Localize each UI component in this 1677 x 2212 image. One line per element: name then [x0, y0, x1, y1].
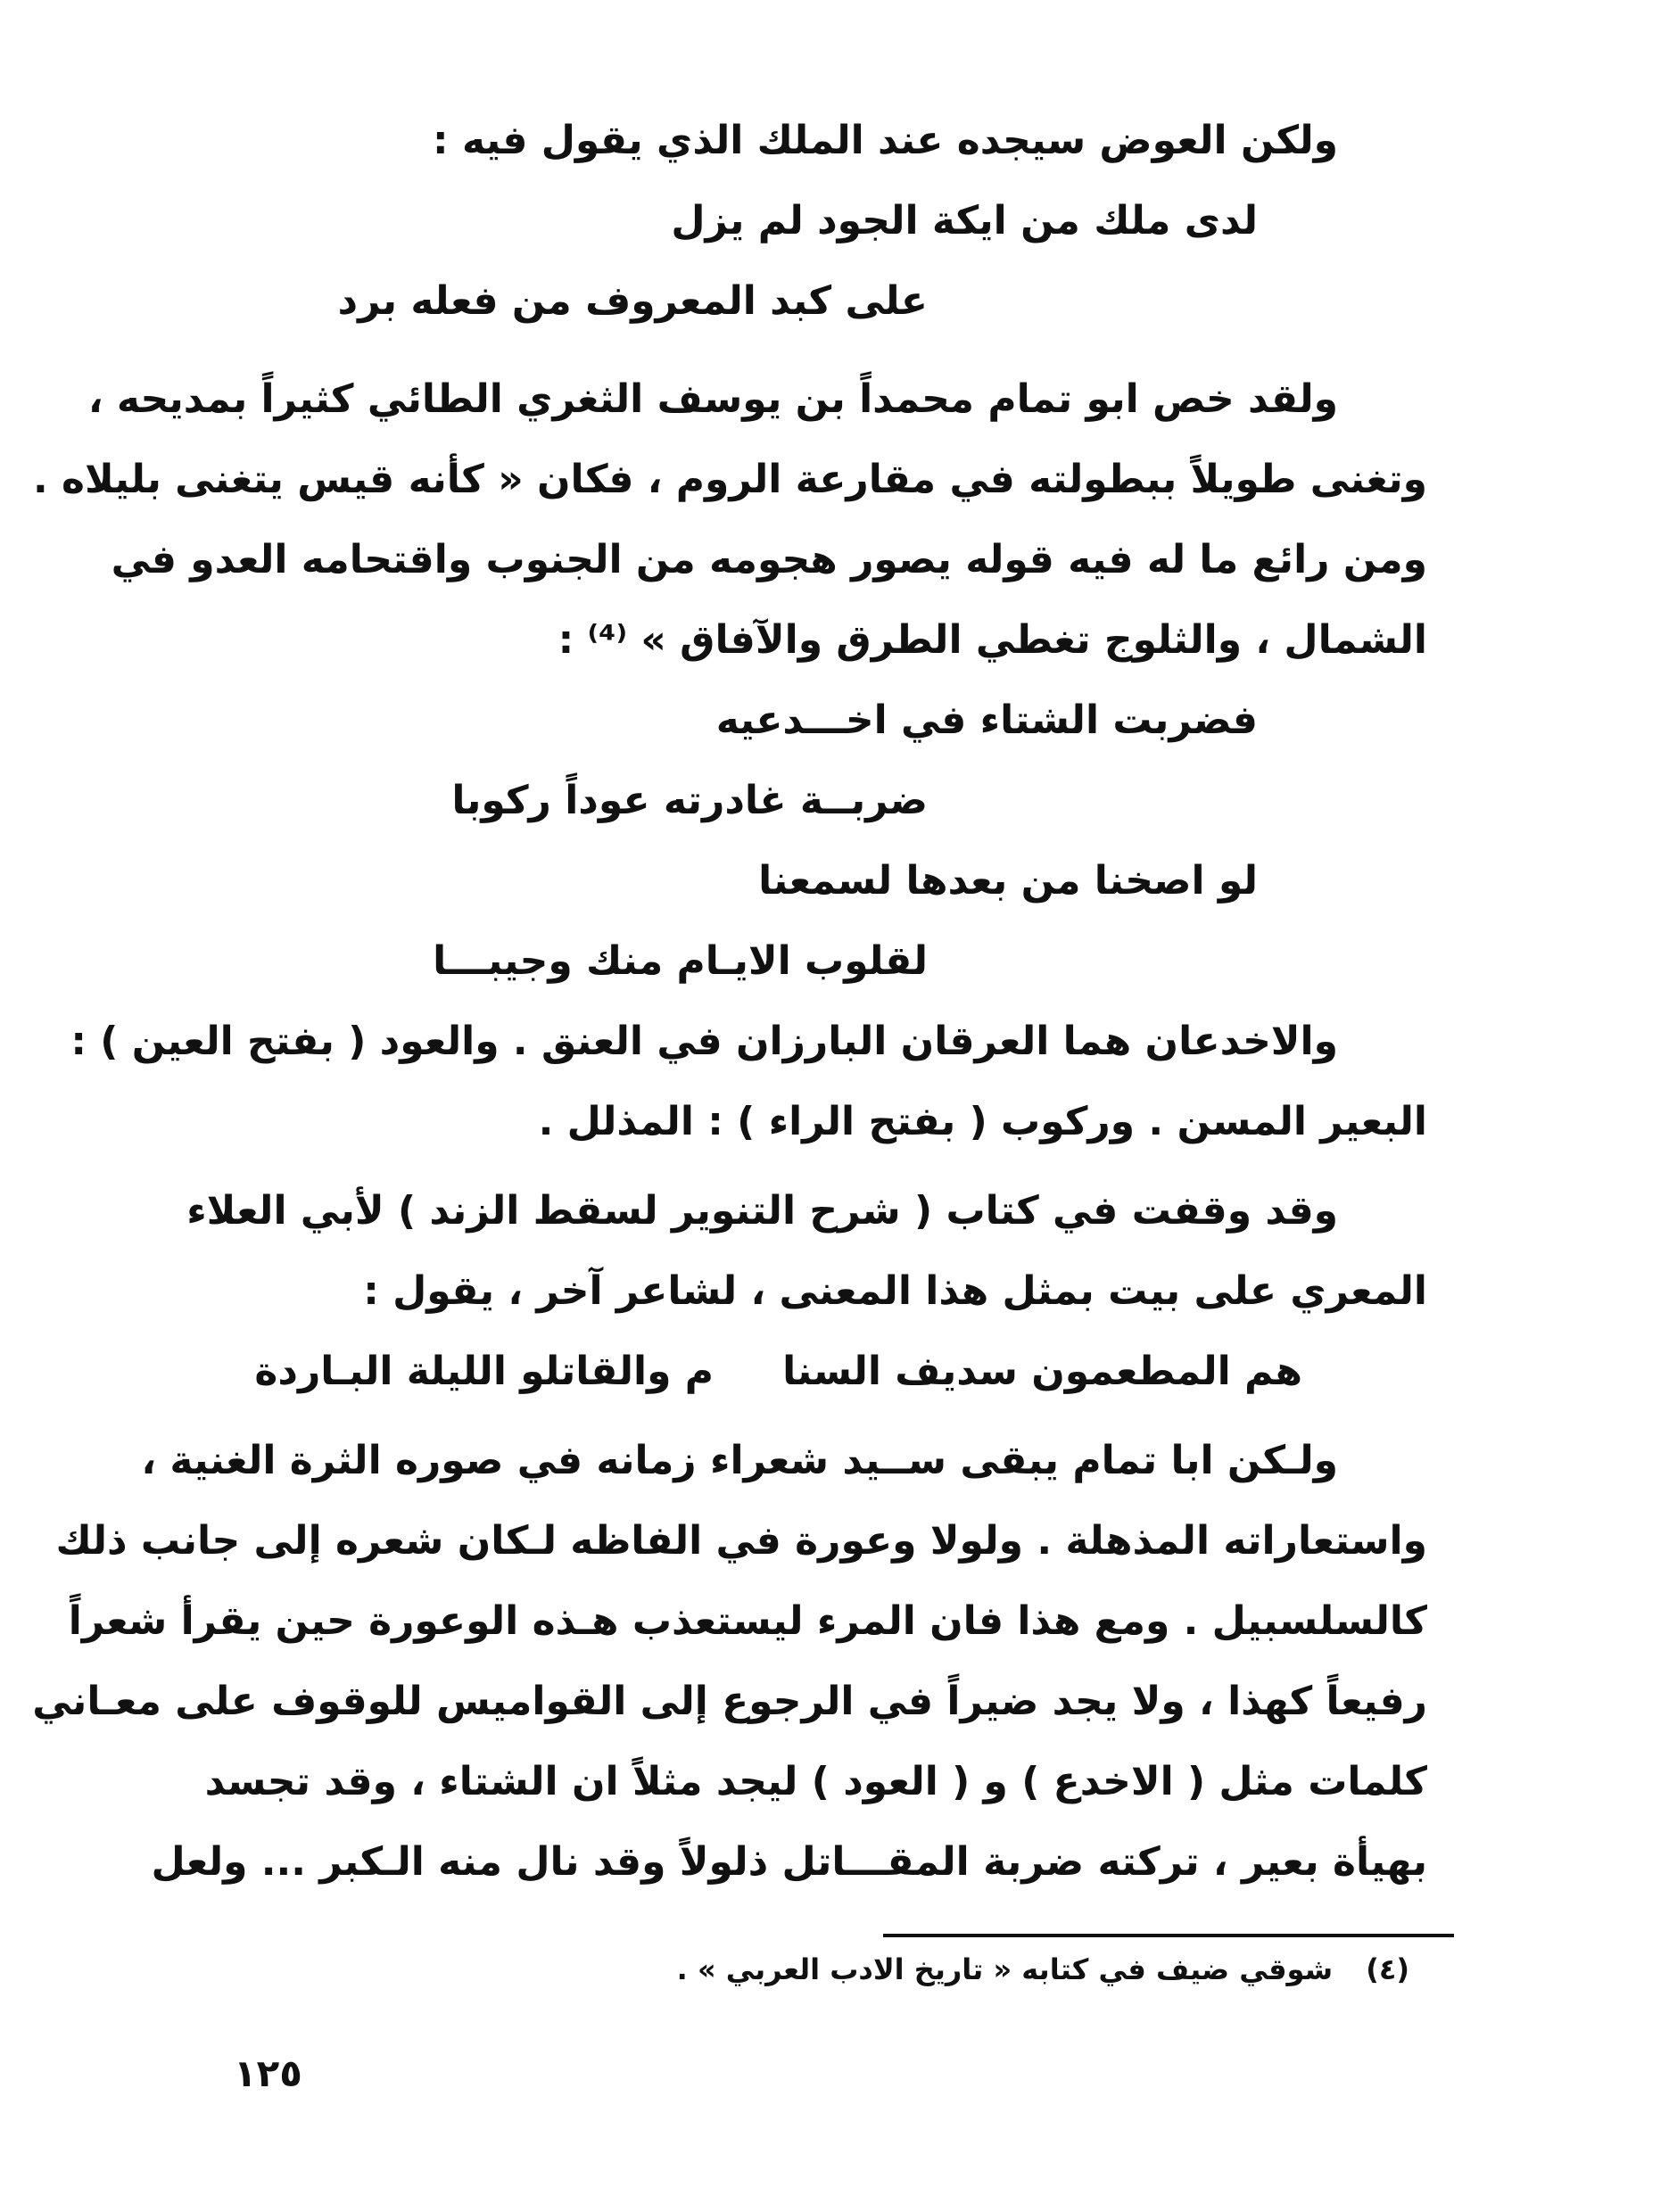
verse-line: فضربت الشتاء في اخـــدعيه: [715, 697, 1258, 743]
verse-line: على كبد المعروف من فعله برد: [337, 278, 928, 324]
verse-line: لقلوب الايـام منك وجيبـــا: [433, 938, 928, 984]
text-line: وتغنى طويلاً ببطولته في مقارعة الروم ، فكان « كأنه قيس يتغنى بليلاه .: [32, 457, 1427, 502]
verse-line: ضربــة غادرته عوداً ركوبا: [451, 778, 928, 823]
text-line: واستعاراته المذهلة . ولولا وعورة في الفاظه لـكان شعره إلى جانب ذلك: [55, 1518, 1427, 1564]
text-line: المعري على بيت بمثل هذا المعنى ، لشاعر آخر ، يقول :: [363, 1268, 1427, 1314]
text-line: كلمات مثل ( الاخدع ) و ( العود ) ليجد مثلاً ان الشتاء ، وقد تجسد: [204, 1759, 1427, 1804]
footnote: [677, 1950, 1409, 1989]
text-line: والاخدعان هما العرقان البارزان في العنق . والعود ( بفتح العين ) :: [70, 1019, 1338, 1064]
footnote-text: شوقي ضيف في كتابه « تاريخ الادب العربي » .: [676, 1952, 1334, 1986]
footnote-number: (٤): [1366, 1952, 1409, 1986]
text-line: البعير المسن . وركوب ( بفتح الراء ) : المذلل .: [538, 1099, 1427, 1144]
text-line: رفيعاً كهذا ، ولا يجد ضيراً في الرجوع إلى القواميس للوقوف على معـاني: [32, 1679, 1427, 1724]
verse-hemistich-right: هم المطعمون سديف السنا: [782, 1349, 1302, 1394]
text-line: بهيأة بعير ، تركته ضربة المقـــاتل ذلولاً وقد نال منه الـكبر ... ولعل: [151, 1839, 1427, 1885]
text-line: ولقد خص ابو تمام محمداً بن يوسف الثغري الطائي كثيراً بمديحه ،: [87, 376, 1338, 422]
text-line: كالسلسبيل . ومع هذا فان المرء ليستعذب هـذه الوعورة حين يقرأ شعراً: [68, 1598, 1427, 1644]
page-number: ١٢٥: [234, 2051, 302, 2095]
text-line: ولكن العوض سيجده عند الملك الذي يقول فيه :: [433, 118, 1338, 163]
verse-line: لدى ملك من ايكة الجود لم يزل: [671, 198, 1258, 243]
text-line: ولـكن ابا تمام يبقى ســيد شعراء زمانه في صوره الثرة الغنية ،: [141, 1438, 1338, 1483]
verse-hemistich-left: م والقاتلو الليلة البـاردة: [254, 1349, 714, 1394]
text-line: وقد وقفت في كتاب ( شرح التنوير لسقط الزند ) لأبي العلاء: [186, 1188, 1338, 1234]
verse-line: لو اصخنا من بعدها لسمعنا: [758, 858, 1258, 904]
footnote-rule: [883, 1934, 1454, 1937]
text-line: الشمال ، والثلوج تغطي الطرق والآفاق » ⁽⁴⁾ :: [558, 617, 1427, 663]
text-line: ومن رائع ما له فيه قوله يصور هجومه من الجنوب واقتحامه العدو في: [111, 537, 1427, 582]
